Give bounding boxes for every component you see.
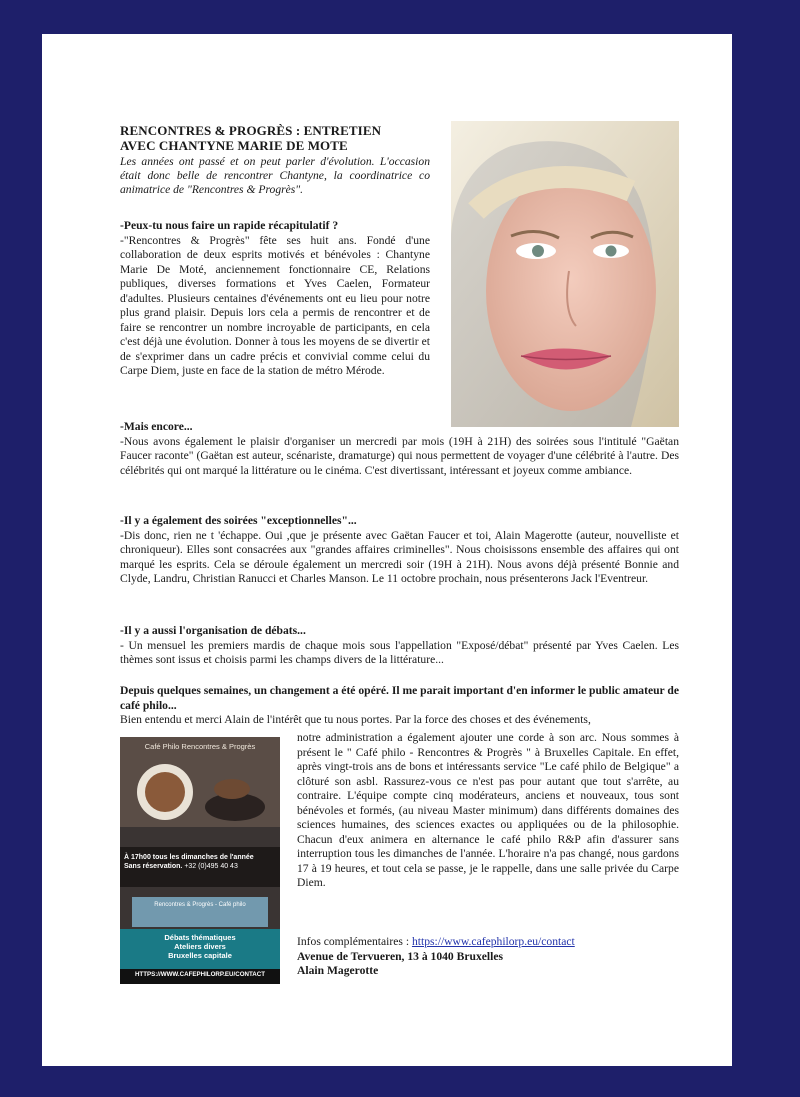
question-5: Depuis quelques semaines, un changement a été opéré. Il me parait important d'en informer le public amateur de café philo... Bien entendu et merci Alain de l'intérêt que tu nous portes. Par la force des choses et des événements, [120, 684, 679, 726]
answer-2: -Nous avons également le plaisir d'organiser un mercredi par mois (19H à 21H) des soirées sous l'intitulé "Gaëtan Faucer raconte" (Gaëtan est auteur, scénariste, dramaturge) qui nous permettent de voyager d'une célébrité à l'autre. Des célébrités qui ont marqué la littérature ou le cinéma. C'est divertissant, intéressant et joyeux comme ambiance. [120, 434, 679, 477]
answer-3: -Dis donc, rien ne t 'échappe. Oui ,que je présente avec Gaëtan Faucer et toi, Alain Magerotte (auteur, nouvelliste et chroniqueur). Elles sont consacrées aux "grandes affaires criminelles". Nous choisissons ensemble des affaires qui ont marqué les esprits. Cela se déroule également un mercredi soir (19H à 21H). Nous avons déjà présenté Bonnie and Clyde, Landru, Christian Ranucci et Charles Manson. Le 11 octobre prochain, nous présenterons Jack l'Eventreur. [120, 528, 679, 585]
article-page [42, 34, 732, 1066]
article-footer [297, 935, 679, 979]
question-2: -Mais encore... -Nous avons également le plaisir d'organiser un mercredi par mois (19H à 21H) des soirées sous l'intitulé "Gaëtan Faucer raconte" (Gaëtan est auteur, scénariste, dramaturge) qui nous permettent de voyager d'une célébrité à l'autre. Des célébrités qui ont marqué la littérature ou le cinéma. C'est divertissant, intéressant et joyeux comme ambiance. [120, 420, 679, 477]
answer-5-lead: Bien entendu et merci Alain de l'intérêt que tu nous portes. Par la force des choses et des événements, [120, 713, 591, 726]
address: Avenue de Tervueren, 13 à 1040 Bruxelles [297, 949, 503, 963]
flyer-url: HTTPS://WWW.CAFEPHILORP.EU/CONTACT [134, 971, 266, 978]
answer-1: -"Rencontres & Progrès" fête ses huit ans. Fondé d'une collaboration de deux esprits motivés et bénévoles : Chantyne Marie De Moté, anciennement fonctionnaire CE, Relations publiques, diverses formations et Yves Caelen, Formateur d'adultes. Plusieurs centaines d'événements ont eu lieu pour notre plus grand plaisir. Depuis lors cela a permis de rencontrer et de faire se rencontrer un nombre incroyable de participants, en cela c'est déjà une évolution. Donner à tous les moyens de se divertir et de s'exprimer dans un cadre précis et convivial comme celui du Carpe Diem, juste en face de la station de métro Mérode. [120, 233, 430, 377]
author-signature: Alain Magerotte [297, 964, 379, 977]
portrait-photo [451, 121, 679, 427]
question-3: -Il y a également des soirées "exceptionnelles"... -Dis donc, rien ne t 'échappe. Oui ,que je présente avec Gaëtan Faucer et toi, Alain Magerotte (auteur, nouvelliste et chroniqueur). Elles sont consacrées aux "grandes affaires criminelles". Nous choisissons ensemble des affaires qui ont marqué les esprits. Cela se déroule également un mercredi soir (19H à 21H). Nous avons déjà présenté Bonnie and Clyde, Landru, Christian Ranucci et Charles Manson. Le 11 octobre prochain, nous présenterons Jack l'Eventreur. [120, 514, 679, 585]
flyer-banner: Rencontres & Progrès - Café philo [154, 902, 246, 908]
flyer-schedule: À 17h00 tous les dimanches de l'année Sans réservation. +32 (0)495 40 43 [124, 854, 254, 870]
cafe-philo-flyer [120, 737, 280, 984]
flyer-debates: Débats thématiques Ateliers divers Bruxelles capitale [164, 933, 236, 960]
question-4: -Il y a aussi l'organisation de débats... - Un mensuel les premiers mardis de chaque mois sous l'appellation "Exposé/débat" présenté par Yves Caelen. Les thèmes sont issus et choisis parmi les champs divers de la littérature... [120, 624, 679, 666]
answer-5-body: notre administration a également ajouter une corde à son arc. Nous sommes à présent le " Café philo - Rencontres & Progrès " à Bruxelles Capitale. En effet, après vingt-trois ans de bons et intéressants service "Le café philo de Belgique" a clôturé son asbl. Rassurez-vous ce n'est pas pour autant que tout s'arrête, au contraire. L'équipe compte cinq modérateurs, anciens et nouveaux, tous sont bénévoles et formés, (au niveau Master minimum) dans différents domaines des sciences humaines, des sciences exactes ou appliquées ou de la philosophie. Chacun d'eux animera en alternance le café philo R&P afin d'assurer sans interruption tous les dimanches de l'année. L'horaire n'a pas changé, nous gardons 17 à 19 heures, et tout cela se passe, je le rappelle, dans une salle privée du Carpe Diem. [297, 731, 679, 889]
flyer-header: Café Philo Rencontres & Progrès [144, 742, 256, 751]
contact-link[interactable]: https://www.cafephilorp.eu/contact [411, 935, 575, 948]
info-label: Infos complémentaires : [297, 935, 410, 948]
article-intro: Les années ont passé et on peut parler d'évolution. L'occasion était donc belle de rencontrer Chantyne, la coordinatrice co animatrice de "Rencontres & Progrès". [120, 155, 430, 197]
question-1: -Peux-tu nous faire un rapide récapitulatif ? -"Rencontres & Progrès" fête ses huit ans. Fondé d'une collaboration de deux esprits motivés et bénévoles : Chantyne Marie De Moté, anciennement fonctionnaire CE, Relations publiques, diverses formations et Yves Caelen, Formateur d'adultes. Plusieurs centaines d'événements ont eu lieu pour notre plus grand plaisir. Depuis lors cela a permis de rencontrer et de faire se rencontrer un nombre incroyable de participants, en cela c'est déjà une évolution. Donner à tous les moyens de se divertir et de s'exprimer dans un cadre précis et convivial comme celui du Carpe Diem, juste en face de la station de métro Mérode. [120, 219, 430, 377]
article-title: RENCONTRES & PROGRÈS : ENTRETIEN AVEC CHANTYNE MARIE DE MOTE [120, 123, 382, 153]
answer-4: - Un mensuel les premiers mardis de chaque mois sous l'appellation "Exposé/débat" présenté par Yves Caelen. Les thèmes sont issus et choisis parmi les champs divers de la littérature... [120, 638, 679, 666]
